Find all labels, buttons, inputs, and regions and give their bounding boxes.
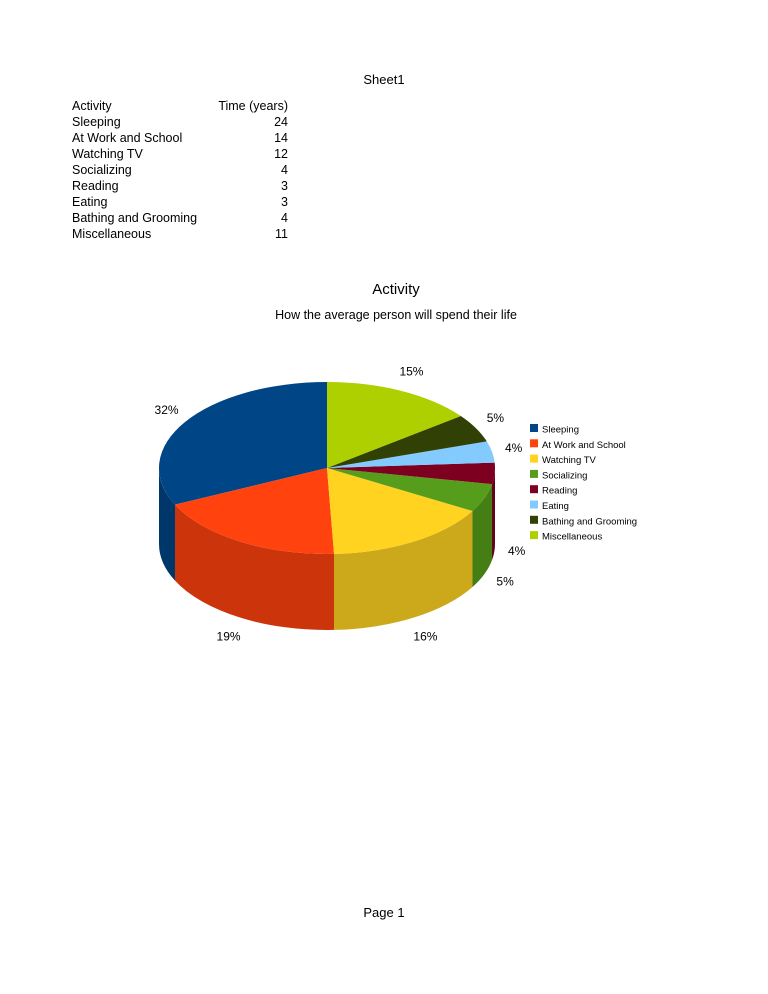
pie-label-eating: 4% [504, 440, 523, 455]
legend-swatch-eating [530, 501, 538, 509]
pie-label-miscellaneous: 15% [399, 364, 424, 379]
table-cell-time: 12 [274, 147, 288, 161]
legend-label-sleeping: Sleeping [542, 424, 579, 436]
table-cell-activity: Watching TV [72, 147, 143, 161]
table-cell-activity: Socializing [72, 163, 132, 177]
legend-swatch-socializing [530, 470, 538, 478]
table-cell-time: 3 [281, 195, 288, 209]
table-cell-time: 4 [281, 163, 288, 177]
legend-label-reading: Reading [542, 485, 578, 497]
chart-title: Activity [372, 281, 420, 298]
legend-swatch-reading [530, 485, 538, 493]
legend-label-miscellaneous: Miscellaneous [542, 531, 603, 543]
column-header-activity: Activity [72, 99, 112, 113]
legend-swatch-miscellaneous [530, 531, 538, 539]
pie-label-socializing: 5% [496, 574, 514, 589]
legend-swatch-at-work-and-school [530, 439, 538, 447]
pie-label-at-work-and-school: 19% [216, 629, 241, 644]
table-cell-time: 4 [281, 211, 288, 225]
legend-swatch-watching-tv [530, 455, 538, 463]
chart-subtitle: How the average person will spend their life [275, 308, 517, 322]
pie-label-watching-tv: 16% [413, 629, 438, 644]
page-footer: Page 1 [363, 905, 405, 920]
table-cell-activity: At Work and School [72, 131, 183, 145]
legend-label-at-work-and-school: At Work and School [542, 439, 626, 451]
legend-label-eating: Eating [542, 501, 569, 512]
sheet-title: Sheet1 [363, 72, 405, 87]
table-cell-time: 3 [281, 179, 288, 193]
legend-label-watching-tv: Watching TV [542, 455, 596, 467]
table-cell-time: 24 [274, 115, 288, 129]
pie-label-sleeping: 32% [154, 403, 179, 418]
legend-swatch-sleeping [530, 424, 538, 432]
legend-swatch-bathing-and-grooming [530, 516, 538, 524]
table-cell-activity: Bathing and Grooming [72, 211, 198, 225]
pie-label-bathing-and-grooming: 5% [486, 410, 505, 425]
column-header-time: Time (years) [218, 99, 288, 113]
table-cell-time: 11 [275, 227, 288, 241]
legend-label-bathing-and-grooming: Bathing and Grooming [542, 516, 638, 528]
table-cell-time: 14 [274, 131, 288, 145]
table-cell-activity: Reading [72, 179, 119, 193]
table-cell-activity: Sleeping [72, 115, 121, 129]
pie-label-reading: 4% [507, 543, 526, 558]
table-cell-activity: Eating [72, 195, 108, 209]
legend-label-socializing: Socializing [542, 470, 588, 482]
table-cell-activity: Miscellaneous [72, 227, 152, 241]
